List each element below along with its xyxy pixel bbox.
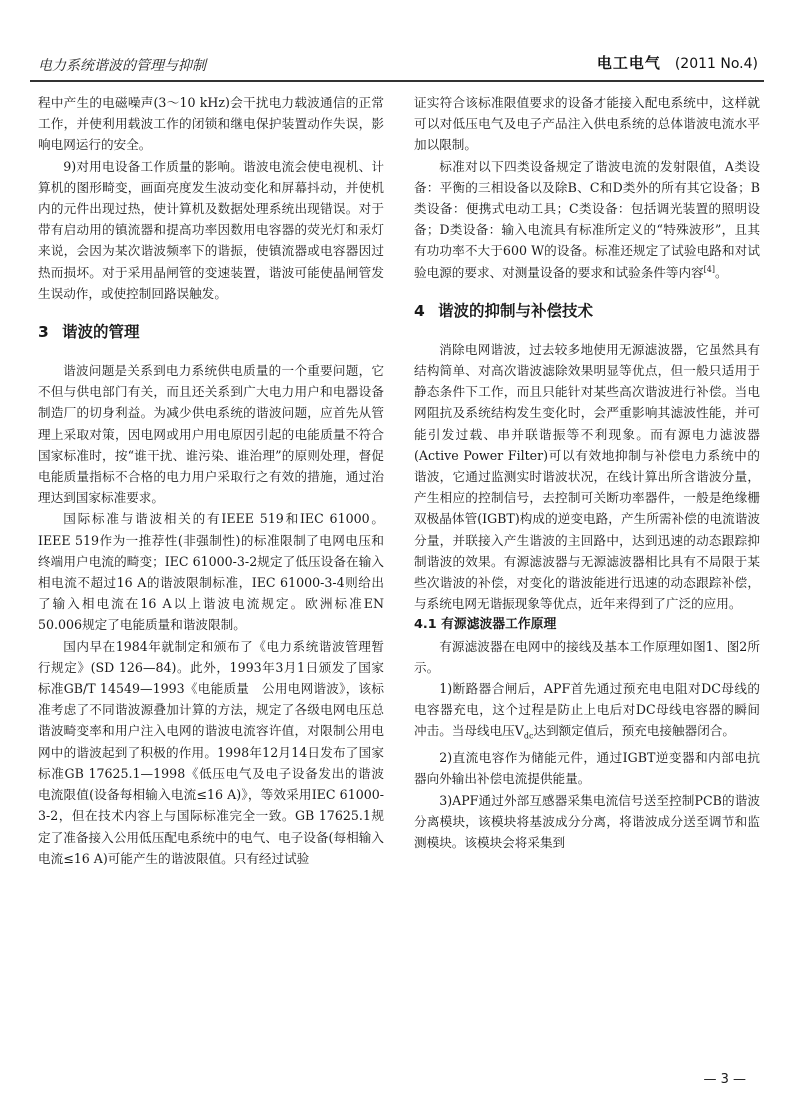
page-header [30, 52, 764, 78]
journal-issue: (2011 No.4) [674, 56, 758, 72]
paragraph: 消除电网谐波，过去较多地使用无源滤波器，它虽然具有结构简单、对高次谐波滤除效果明显等优点，但一般只适用于静态条件下工作，而且只能针对某些高次谐波进行补偿。当电网阻抗及系统结构发生变化时，会严重影响其滤波性能，并可能引发过载、串并联谐振等不利现象。而有源电力滤波器(Active Power Filter)可以有效地抑制与补偿电力系统中的谐波，它通过监测实时谐波状况，在线计算出所含谐波分量，产生相应的控制信号，去控制可关断功率器件，一般是绝缘栅双极晶体管(IGBT)构成的逆变电路，产生所需补偿的电流谐波分量，并联接入产生谐波的主回路中，达到迅速的动态跟踪抑制谐波的效果。有源滤波器与无源滤波器相比具有不局限于某些次谐波的补偿，对变化的谐波能进行迅速的动态跟踪补偿，与系统电网无谐振现象等优点，近年来得到了广泛的应用。 [414, 341, 760, 612]
citation-ref: [4] [703, 264, 715, 274]
running-title: 电力系统谐波的管理与抑制 [38, 58, 206, 74]
right-column [414, 92, 760, 853]
section-heading-3 [38, 304, 384, 360]
journal-info [597, 52, 758, 73]
section-number: 4 [414, 301, 425, 320]
paragraph-text: 标准对以下四类设备规定了谐波电流的发射限值，A类设备：平衡的三相设备以及除B、C和D类外的所有其它设备；B类设备：便携式电动工具；C类设备：包括调光装置的照明设备；D类设备：输入电流具有标准所定义的“特殊波形”，且其有功功率不大于600 W的设备。标准还规定了试验电路和对试验电源的要求、对测量设备的要求和试验条件等内容 [414, 158, 760, 280]
paragraph: 国际标准与谐波相关的有IEEE 519和IEC 61000。IEEE 519作为一推荐性(非强制性)的标准限制了电网电压和终端用户电流的畸变；IEC 61000-3-2规定了低压设备在输入相电流不超过16 A的谐波限制标准，IEC 61000-3-4则给出了输入相电流在16 A以上谐波电流规定。欧洲标准EN 50.006规定了电能质量和谐波限制。 [38, 511, 384, 633]
section-title: 谐波的管理 [62, 323, 140, 342]
paragraph-text: 1)断路器合闸后，APF首先通过预充电电阻对DC母线的电容器充电，这个过程是防止上电后对DC母线电容器的瞬间冲击。当母线电压V [414, 681, 760, 739]
page-number: — 3 — [703, 1072, 746, 1087]
subscript: dc [523, 732, 534, 741]
left-column [38, 92, 384, 869]
paragraph [414, 678, 760, 747]
paragraph-end: 。 [715, 264, 728, 280]
paragraph: 有源滤波器在电网中的接线及基本工作原理如图1、图2所示。 [414, 638, 760, 675]
paragraph: 程中产生的电磁噪声(3～10 kHz)会干扰电力载波通信的正常工作，并使利用载波工作的闭锁和继电保护装置动作失误，影响电网运行的安全。 [38, 95, 384, 153]
header-rule [30, 80, 764, 82]
paragraph: 9)对用电设备工作质量的影响。谐波电流会使电视机、计算机的图形畸变，画面亮度发生波动变化和屏幕抖动，并使机内的元件出现过热，使计算机及数据处理系统出现错误。对于带有启动用的镇流器和提高功率因数用电容器的荧光灯和汞灯来说，会因为某次谐波频率下的谐振，使镇流器或电容器因过热而损坏。对于采用晶闸管的变速装置，谐波可能使晶闸管发生误动作，或使控制回路误触发。 [38, 158, 384, 301]
journal-name: 电工电气 [596, 54, 661, 72]
paragraph [414, 156, 760, 283]
paragraph: 2)直流电容作为储能元件，通过IGBT逆变器和内部电抗器向外输出补偿电流提供能量。 [414, 750, 760, 787]
paragraph: 证实符合该标准限值要求的设备才能接入配电系统中，这样就可以对低压电气及电子产品注入供电系统的总体谐波电流水平加以限制。 [414, 95, 760, 153]
paragraph: 谐波问题是关系到电力系统供电质量的一个重要问题，它不但与供电部门有关，而且还关系到广大电力用户和电器设备制造厂的切身利益。为减少供电系统的谐波问题，应首先从管理上采取对策，因电网或用户用电原因引起的电能质量不符合国家标准时，按“谁干扰、谁污染、谁治理”的原则处理，督促电能质量指标不合格的电力用户采取行之有效的措施，通过治理达到国家标准要求。 [38, 363, 384, 506]
paragraph: 3)APF通过外部互感器采集电流信号送至控制PCB的谐波分离模块，该模块将基波成分分离，将谐波成分送至调节和监测模块。该模块会将采集到 [414, 792, 760, 851]
section-number: 3 [38, 323, 49, 342]
paragraph: 国内早在1984年就制定和颁布了《电力系统谐波管理暂行规定》(SD 126—84)。此外，1993年3月1日颁发了国家标准GB/T 14549—1993《电能质量 公用电网谐波》，该标准考虑了不同谐波源叠加计算的方法，规定了各级电网电压总谐波畸变率和用户注入电网的谐波电流容许值，对限制公用电网中的谐波起到了积极的作用。1998年12月14日发布了国家标准GB 17625.1—1998《低压电气及电子设备发出的谐波电流限值(设备每相输入电流≤16 A)》，等效采用IEC 61000-3-2，但在技术内容上与国际标准完全一致。GB 17625.1规定了准备接入公用低压配电系统中的电气、电子设备(每相输入电流≤16 A)可能产生的谐波限值。只有经过试验 [38, 638, 384, 866]
subsection-heading: 4.1 有源滤波器工作原理 [414, 617, 557, 633]
section-heading-4 [414, 283, 760, 339]
paragraph-end: 达到额定值后，预充电接触器闭合。 [533, 723, 735, 739]
section-title: 谐波的抑制与补偿技术 [438, 301, 594, 320]
